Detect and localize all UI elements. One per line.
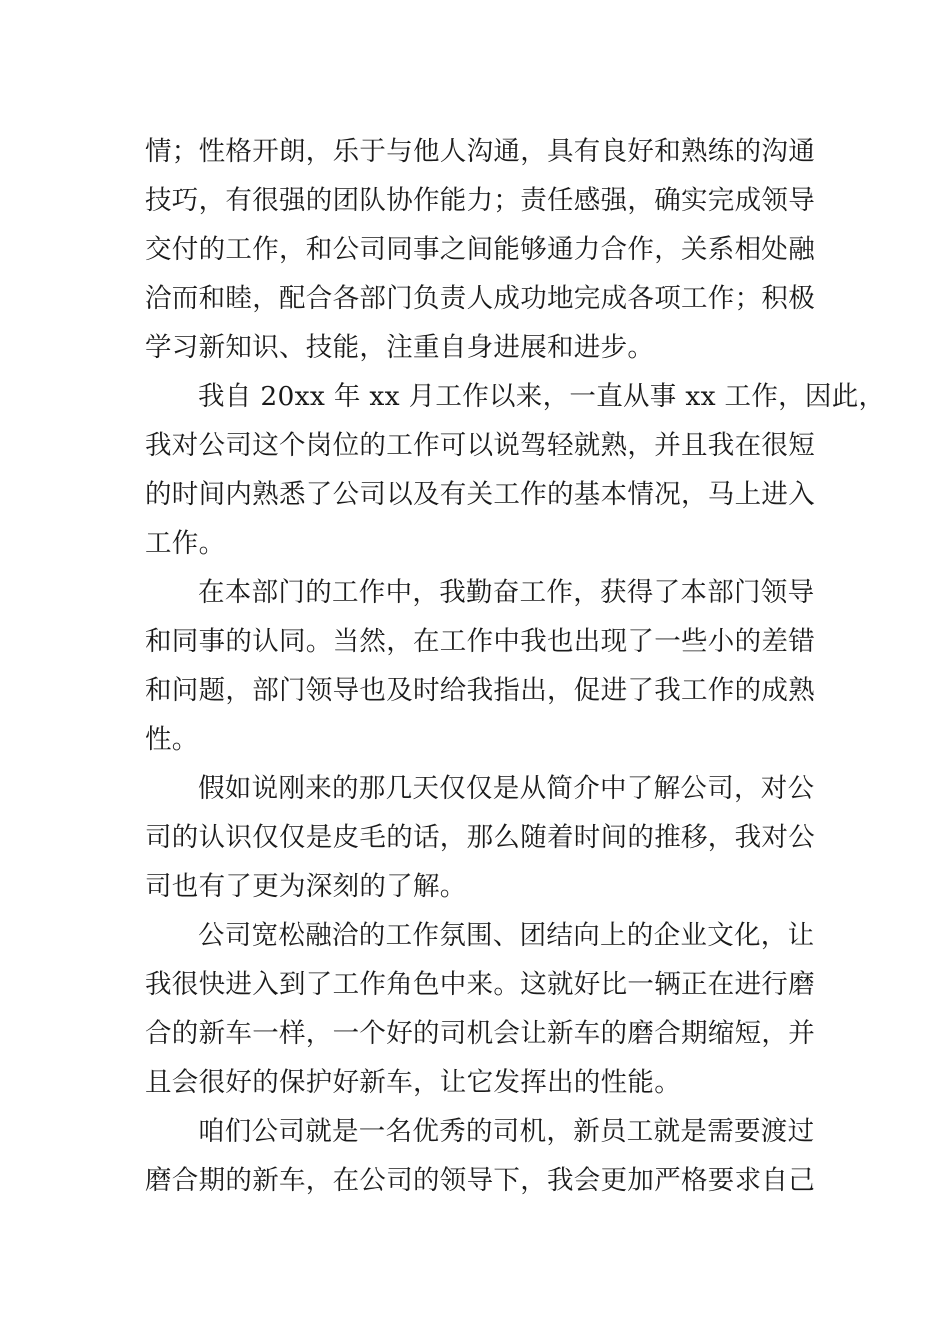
paragraph-1-line-4: 洽而和睦，配合各部门负责人成功地完成各项工作；积极 — [145, 283, 815, 314]
paragraph-4-line-2: 司的认识仅仅是皮毛的话，那么随着时间的推移，我对公 — [145, 822, 815, 853]
paragraph-6-line-1: 咱们公司就是一名优秀的司机，新员工就是需要渡过 — [198, 1116, 815, 1147]
paragraph-3-line-4: 性。 — [145, 724, 199, 755]
paragraph-6-line-2: 磨合期的新车，在公司的领导下，我会更加严格要求自己 — [145, 1165, 815, 1196]
paragraph-1-line-1: 情；性格开朗，乐于与他人沟通，具有良好和熟练的沟通 — [145, 136, 815, 167]
paragraph-5-line-3: 合的新车一样，一个好的司机会让新车的磨合期缩短，并 — [145, 1018, 815, 1049]
paragraph-3-line-3: 和问题，部门领导也及时给我指出，促进了我工作的成熟 — [145, 675, 815, 706]
paragraph-5-line-2: 我很快进入到了工作角色中来。这就好比一辆正在进行磨 — [145, 969, 815, 1000]
paragraph-3-line-1: 在本部门的工作中，我勤奋工作，获得了本部门领导 — [198, 577, 815, 608]
paragraph-2-line-2: 我对公司这个岗位的工作可以说驾轻就熟，并且我在很短 — [145, 430, 815, 461]
paragraph-1-line-3: 交付的工作，和公司同事之间能够通力合作，关系相处融 — [145, 234, 815, 265]
paragraph-3-line-2: 和同事的认同。当然，在工作中我也出现了一些小的差错 — [145, 626, 815, 657]
paragraph-2-line-1: 我自 20xx 年 xx 月工作以来，一直从事 xx 工作，因此， — [198, 381, 886, 412]
paragraph-2-line-3: 的时间内熟悉了公司以及有关工作的基本情况，马上进入 — [145, 479, 815, 510]
paragraph-1-line-5: 学习新知识、技能，注重自身进展和进步。 — [145, 332, 655, 363]
paragraph-4-line-1: 假如说刚来的那几天仅仅是从简介中了解公司，对公 — [198, 773, 815, 804]
paragraph-2-line-4: 工作。 — [145, 528, 226, 559]
paragraph-5-line-1: 公司宽松融洽的工作氛围、团结向上的企业文化，让 — [198, 920, 815, 951]
paragraph-4-line-3: 司也有了更为深刻的了解。 — [145, 871, 467, 902]
paragraph-1-line-2: 技巧，有很强的团队协作能力；责任感强，确实完成领导 — [145, 185, 815, 216]
paragraph-5-line-4: 且会很好的保护好新车，让它发挥出的性能。 — [145, 1067, 681, 1098]
document-body — [145, 127, 886, 1205]
